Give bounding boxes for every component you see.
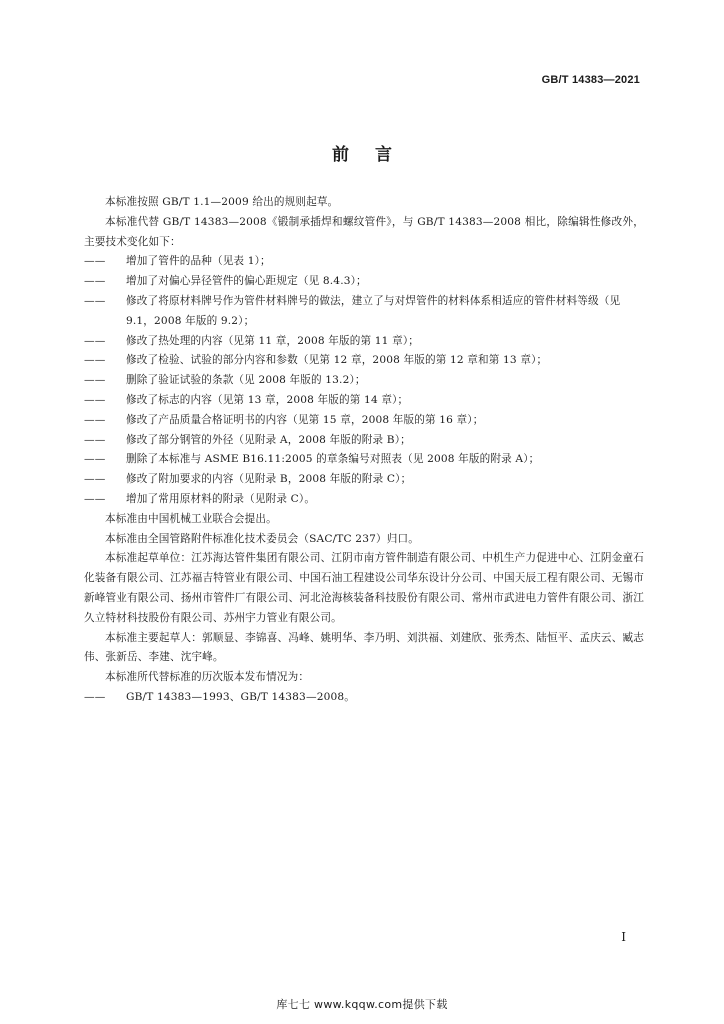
change-text: 修改了产品质量合格证明书的内容（见第 15 章，2008 年版的第 16 章）； xyxy=(126,413,484,426)
change-item xyxy=(84,431,644,451)
paragraph-committee: 本标准由全国管路附件标准化技术委员会（SAC/TC 237）归口。 xyxy=(105,532,419,545)
dash: —— xyxy=(84,453,106,466)
change-text: 删除了验证试验的条款（见 2008 年版的 13.2）； xyxy=(126,374,366,387)
change-item xyxy=(84,470,644,490)
change-item xyxy=(84,292,644,332)
preface-body xyxy=(84,193,644,708)
change-text: 修改了热处理的内容（见第 11 章，2008 年版的第 11 章）； xyxy=(126,334,420,347)
dash: —— xyxy=(84,473,106,486)
dash: —— xyxy=(84,690,106,703)
change-item xyxy=(84,351,644,371)
change-text: 增加了管件的品种（见表 1）； xyxy=(126,255,271,268)
change-item xyxy=(84,490,644,510)
dash: —— xyxy=(84,413,106,426)
change-text: 修改了将原材料牌号作为管件材料牌号的做法，建立了与对焊管件的材料体系相适应的管件材料等级（见 9.1，2008 年版的 9.2）； xyxy=(126,294,621,327)
change-item xyxy=(84,391,644,411)
change-text: 修改了检验、试验的部分内容和参数（见第 12 章，2008 年版的第 12 章和第 13 章）； xyxy=(126,354,548,367)
change-item xyxy=(84,252,644,272)
dash: —— xyxy=(84,354,106,367)
paragraph-replacement: 本标准代替 GB/T 14383—2008《锻制承插焊和螺纹管件》，与 GB/T 14383—2008 相比，除编辑性修改外，主要技术变化如下： xyxy=(84,215,644,248)
dash: —— xyxy=(84,374,106,387)
paragraph-proposer: 本标准由中国机械工业联合会提出。 xyxy=(105,512,277,525)
change-text: 修改了部分钢管的外径（见附录 A，2008 年版的附录 B）； xyxy=(126,433,411,446)
change-text: 修改了附加要求的内容（见附录 B，2008 年版的附录 C）； xyxy=(126,473,412,486)
dash: —— xyxy=(84,433,106,446)
paragraph-drafting-units: 本标准起草单位：江苏海达管件集团有限公司、江阴市南方管件制造有限公司、中机生产力促进中心、江阴金童石化装备有限公司、江苏福吉特管业有限公司、中国石油工程建设公司华东设计分公司、中国天辰工程有限公司、无锡市新峰管业有限公司、扬州市管件厂有限公司、河北沧海核装备科技股份有限公司、常州市武进电力管件有限公司、浙江久立特材科技股份有限公司、苏州宇力管业有限公司。 xyxy=(84,552,644,624)
change-list xyxy=(84,252,644,509)
change-item xyxy=(84,411,644,431)
dash: —— xyxy=(84,393,106,406)
change-text: 增加了常用原材料的附录（见附录 C）。 xyxy=(126,492,316,505)
page-title: 前言 xyxy=(332,145,418,165)
change-item xyxy=(84,371,644,391)
dash: —— xyxy=(84,294,106,307)
paragraph-history-intro: 本标准所代替标准的历次版本发布情况为： xyxy=(105,671,310,684)
change-text: 删除了本标准与 ASME B16.11:2005 的章条编号对照表（见 2008 年版的附录 A）； xyxy=(126,453,540,466)
history-text: GB/T 14383—1993、GB/T 14383—2008。 xyxy=(126,690,355,703)
dash: —— xyxy=(84,255,106,268)
paragraph-drafters: 本标准主要起草人：郭顺显、李锦喜、冯峰、姚明华、李乃明、刘洪福、刘建欣、张秀杰、陆恒平、孟庆云、臧志伟、张新岳、李建、沈宇峰。 xyxy=(84,631,644,664)
download-footer: 库七七 www.kqqw.com提供下载 xyxy=(276,998,448,1011)
dash: —— xyxy=(84,334,106,347)
paragraph-drafting-rules: 本标准按照 GB/T 1.1—2009 给出的规则起草。 xyxy=(105,196,339,208)
change-text: 修改了标志的内容（见第 13 章，2008 年版的第 14 章）； xyxy=(126,393,409,406)
history-item xyxy=(84,688,644,708)
change-item xyxy=(84,332,644,352)
change-text: 增加了对偏心异径管件的偏心距规定（见 8.4.3）； xyxy=(126,275,367,288)
change-item xyxy=(84,450,644,470)
standard-code: GB/T 14383—2021 xyxy=(541,74,640,86)
page-number: I xyxy=(621,930,626,944)
change-item xyxy=(84,272,644,292)
dash: —— xyxy=(84,275,106,288)
dash: —— xyxy=(84,492,106,505)
